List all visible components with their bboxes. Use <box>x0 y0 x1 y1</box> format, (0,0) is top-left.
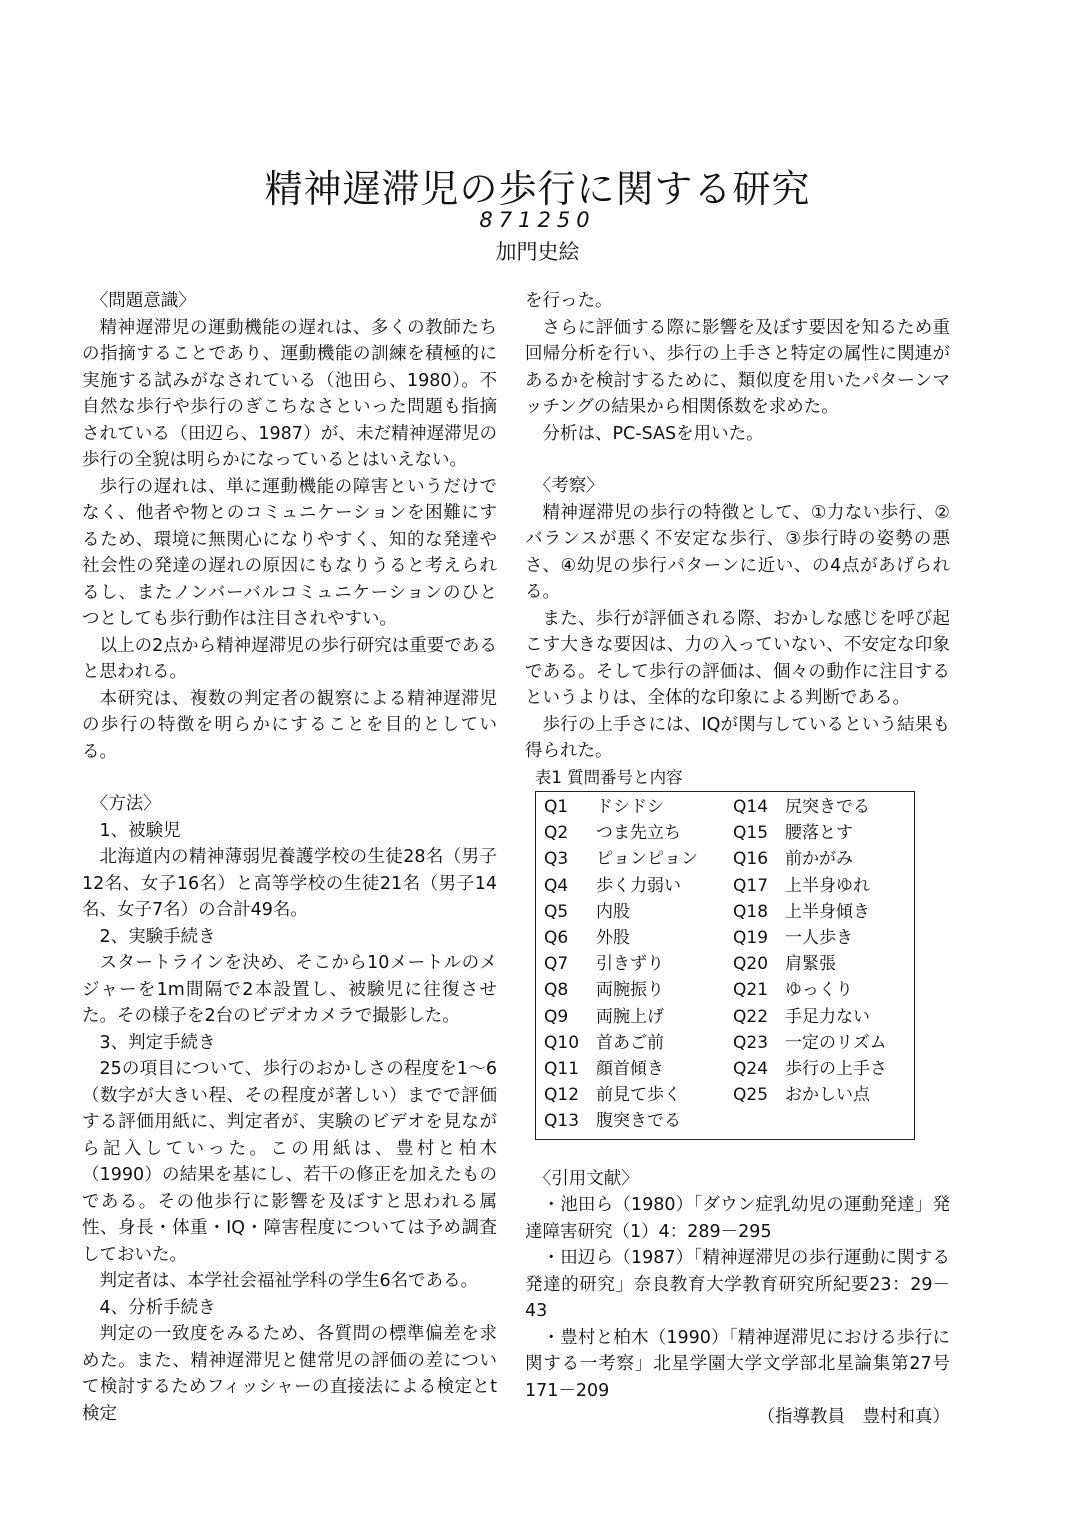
question-id: Q9 <box>544 1006 569 1027</box>
section-heading-problem: 〈問題意識〉 <box>90 291 196 311</box>
question-row <box>544 1056 725 1082</box>
question-id: Q19 <box>733 928 769 949</box>
question-text: 上半身傾き <box>785 901 870 922</box>
reference-item: ・池田ら（1980）「ダウン症乳幼児の運動発達」発達障害研究（1）4：289－295 <box>525 1195 950 1242</box>
question-row <box>544 873 725 899</box>
question-row <box>733 951 914 977</box>
question-id: Q21 <box>733 980 769 1001</box>
paragraph: また、歩行が評価される際、おかしな感じを呼び起こす大きな要因は、力の入っていない、不安定な印象である。そして歩行の評価は、個々の動作に注目するというよりは、全体的な印象による判断である。 <box>525 608 950 708</box>
question-text: 外股 <box>596 928 630 949</box>
question-id: Q7 <box>544 954 569 975</box>
paper-title: 精神遅滞児の歩行に関する研究 <box>264 167 811 211</box>
question-text: 手足力ない <box>785 1006 870 1027</box>
question-text: 一定のリズム <box>785 1032 887 1053</box>
paragraph: 精神遅滞児の運動機能の遅れは、多くの教師たちの指摘することであり、運動機能の訓練を積極的に実施する試みがなされている（池田ら、1980）。不自然な歩行や歩行のぎこちなさといった問題も指摘されている（田辺ら、1987）が、未だ精神遅滞児の歩行の全貌は明らかになっているとはいえない。 <box>82 317 497 470</box>
question-text: おかしい点 <box>785 1085 870 1106</box>
question-text: 腰落とす <box>785 823 853 844</box>
section-heading-discussion: 〈考察〉 <box>533 476 604 496</box>
question-row <box>544 899 725 925</box>
question-text: ピョンピョン <box>596 849 698 870</box>
question-row <box>544 977 725 1003</box>
question-row <box>544 794 725 820</box>
paragraph: 判定の一致度をみるため、各質問の標準偏差を求めた。また、精神遅滞児と健常児の評価の差について検討するためフィッシャーの直接法による検定とt検定 <box>82 1324 497 1424</box>
question-text: 前かがみ <box>785 849 853 870</box>
paragraph: 判定者は、本学社会福祉学科の学生6名である。 <box>99 1271 479 1291</box>
right-column <box>525 288 950 1431</box>
question-text: 内股 <box>596 901 630 922</box>
section-heading-method: 〈方法〉 <box>90 794 161 814</box>
question-id: Q2 <box>544 823 569 844</box>
question-id: Q11 <box>544 1059 580 1080</box>
question-column-right <box>725 794 914 1135</box>
paragraph: さらに評価する際に影響を及ぼす要因を知るため重回帰分析を行い、歩行の上手さと特定の属性に関連があるかを検討するために、類似度を用いたパターンマッチングの結果から相関係数を求めた。 <box>525 317 950 417</box>
question-row <box>544 1030 725 1056</box>
question-id: Q16 <box>733 849 769 870</box>
spacer <box>525 1140 950 1166</box>
question-id: Q22 <box>733 1006 769 1027</box>
question-id: Q5 <box>544 901 569 922</box>
question-row <box>733 873 914 899</box>
question-text: つま先立ち <box>596 823 681 844</box>
paragraph: 精神遅滞児の歩行の特徴として、①力ない歩行、②バランスが悪く不安定な歩行、③歩行時の姿勢の悪さ、④幼児の歩行パターンに近い、の4点があげられる。 <box>525 502 950 602</box>
question-text: 歩行の上手さ <box>785 1059 887 1080</box>
question-text: 前見て歩く <box>596 1085 681 1106</box>
question-row <box>544 820 725 846</box>
question-text: 首あご前 <box>596 1032 664 1053</box>
reference-item: ・豊村と柏木（1990）「精神遅滞児における歩行に関する一考察」北星学園大学文学部北星論集第27号171－209 <box>525 1327 950 1401</box>
question-text: 肩緊張 <box>785 954 836 975</box>
question-table <box>535 791 915 1140</box>
question-text: ドシドシ <box>596 797 664 817</box>
question-text: 腹突きでる <box>596 1111 681 1132</box>
question-id: Q17 <box>733 875 769 896</box>
spacer <box>525 447 950 473</box>
subsection-heading: 3、判定手続き <box>99 1032 216 1053</box>
question-id: Q1 <box>544 797 569 817</box>
subsection-heading: 4、分析手続き <box>99 1297 216 1318</box>
question-column-left <box>536 794 725 1135</box>
paragraph: 北海道内の精神薄弱児養護学校の生徒28名（男子12名、女子16名）と高等学校の生徒21名（男子14名、女子7名）の合計49名。 <box>82 847 497 920</box>
question-id: Q18 <box>733 901 769 922</box>
question-row <box>733 1082 914 1108</box>
reference-item: ・田辺ら（1987）「精神遅滞児の歩行運動に関する発達的研究」奈良教育大学教育研究所紀要23：29－43 <box>525 1248 950 1322</box>
question-id: Q25 <box>733 1085 769 1106</box>
question-row <box>733 1004 914 1030</box>
paragraph: スタートラインを決め、そこから10メートルのメジャーを1m間隔で2本設置し、被験児に往復させた。その様子を2台のビデオカメラで撮影した。 <box>82 953 497 1026</box>
question-row <box>733 794 914 820</box>
subsection-heading: 1、被験児 <box>99 820 181 841</box>
question-id: Q14 <box>733 797 769 817</box>
question-id: Q6 <box>544 928 569 949</box>
paragraph: 分析は、PC-SASを用いた。 <box>542 423 764 444</box>
question-row <box>544 925 725 951</box>
question-row <box>733 977 914 1003</box>
question-text: 顔首傾き <box>596 1059 664 1080</box>
question-id: Q10 <box>544 1032 580 1053</box>
references <box>525 1166 950 1431</box>
left-column <box>82 288 497 1427</box>
question-text: ゆっくり <box>785 980 853 1001</box>
spacer <box>82 765 497 791</box>
question-text: 一人歩き <box>785 928 853 949</box>
question-row <box>733 925 914 951</box>
question-row <box>733 846 914 872</box>
question-text: 歩く力弱い <box>596 875 681 896</box>
question-id: Q20 <box>733 954 769 975</box>
author-name: 加門史絵 <box>495 240 580 264</box>
question-row <box>544 846 725 872</box>
question-row <box>733 1056 914 1082</box>
paragraph: 歩行の上手さには、IQが関与しているという結果も得られた。 <box>525 714 950 761</box>
question-row <box>544 1108 725 1134</box>
question-row <box>544 951 725 977</box>
paragraph: 歩行の遅れは、単に運動機能の障害というだけでなく、他者や物とのコミュニケーションを困難にするため、環境に無関心になりやすく、知的な発達や社会性の発達の遅れの原因にもなりうると考えられるし、またノンバーバルコミュニケーションのひとつとしても歩行動作は注目されやすい。 <box>82 476 497 629</box>
paragraph: 以上の2点から精神遅滞児の歩行研究は重要であると思われる。 <box>82 635 497 682</box>
question-row <box>544 1004 725 1030</box>
question-text: 引きずり <box>596 954 664 975</box>
advisor-note: （指導教員 豊村和真） <box>757 1407 950 1428</box>
paragraph: 本研究は、複数の判定者の観察による精神遅滞児の歩行の特徴を明らかにすることを目的としている。 <box>82 688 497 762</box>
question-row <box>733 899 914 925</box>
student-id: 871250 <box>479 208 596 232</box>
question-row <box>733 820 914 846</box>
question-text: 両腕上げ <box>596 1006 664 1027</box>
question-id: Q15 <box>733 823 769 844</box>
question-id: Q13 <box>544 1111 580 1132</box>
question-text: 両腕振り <box>596 980 664 1001</box>
question-id: Q8 <box>544 980 569 1001</box>
question-text: 上半身ゆれ <box>785 875 870 896</box>
paragraph: を行った。 <box>525 291 613 311</box>
question-id: Q24 <box>733 1059 769 1080</box>
question-row <box>544 1082 725 1108</box>
paragraph: 25の項目について、歩行のおかしさの程度を1～6（数字が大きい程、その程度が著しい）までで評価する評価用紙に、判定者が、実験のビデオを見ながら記入していった。この用紙は、豊村と柏木（1990）の結果を基にし、若干の修正を加えたものである。その他歩行に影響を及ぼすと思われる属性、身長・体重・IQ・障害程度については予め調査しておいた。 <box>82 1059 497 1265</box>
question-text: 尻突きでる <box>785 797 870 817</box>
section-heading-references: 〈引用文献〉 <box>533 1168 639 1189</box>
subsection-heading: 2、実験手続き <box>99 926 216 947</box>
question-id: Q3 <box>544 849 569 870</box>
table-caption: 表1 質問番号と内容 <box>534 767 683 787</box>
question-row <box>733 1030 914 1056</box>
question-id: Q12 <box>544 1085 580 1106</box>
question-id: Q4 <box>544 875 569 896</box>
question-id: Q23 <box>733 1032 769 1053</box>
